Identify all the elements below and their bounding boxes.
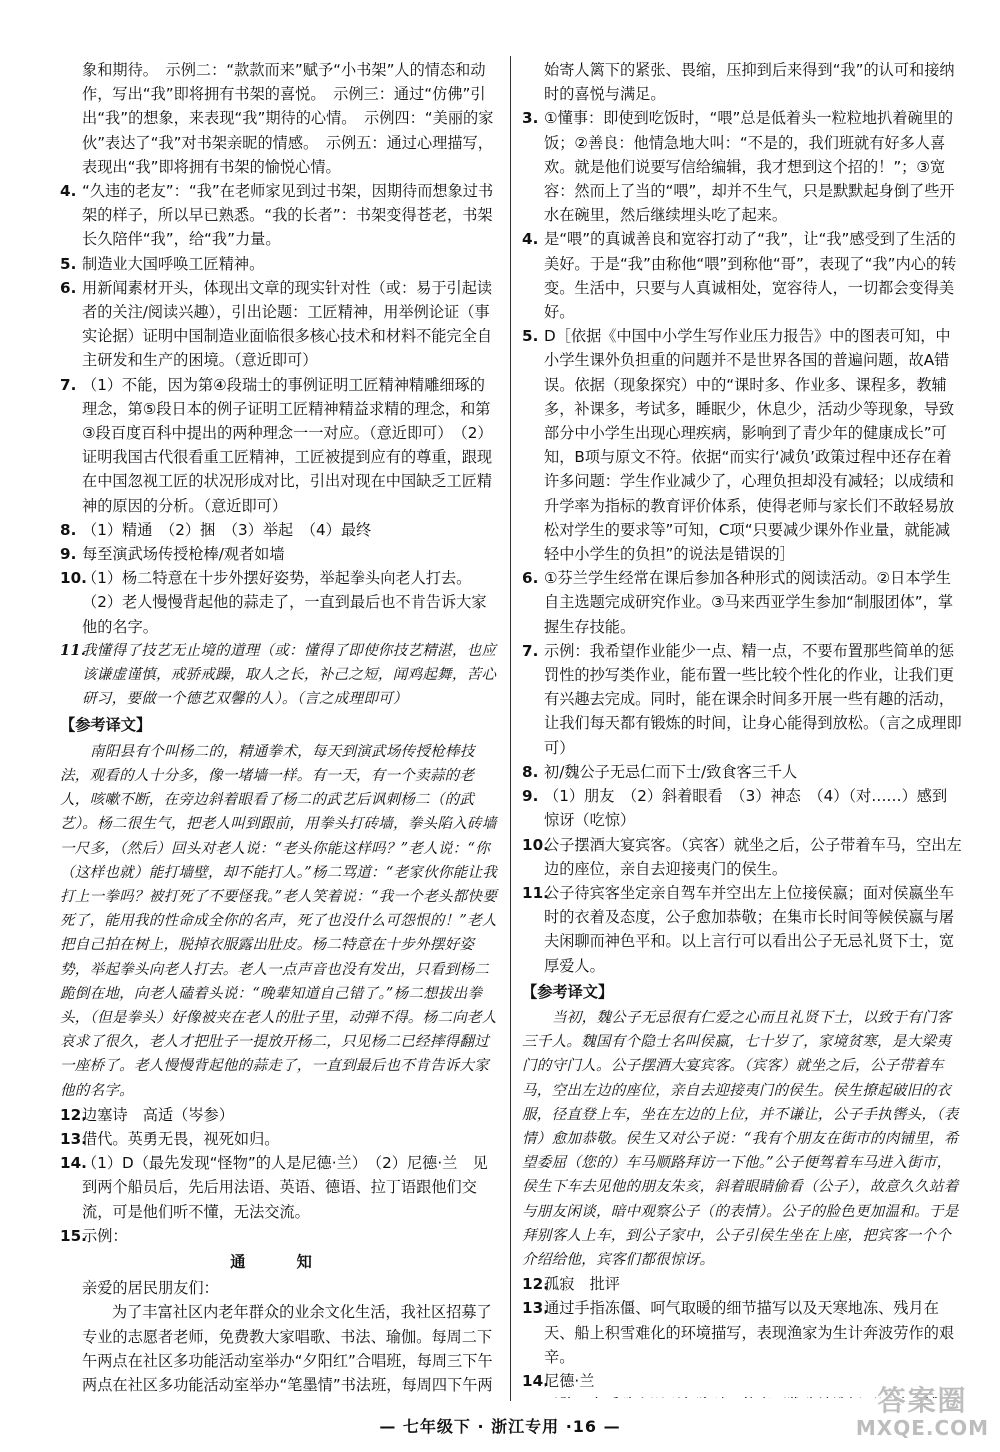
item-text: “久违的老友”：“我”在老师家见到过书架，因期待而想象过书架的样子，所以早已熟悉。“我的长者”：书架变得苍老，书架长久陪伴“我”，给“我”力量。 bbox=[82, 182, 494, 249]
answer-item bbox=[522, 324, 962, 566]
item-number: 15. bbox=[60, 1226, 87, 1245]
answer-list bbox=[60, 179, 500, 711]
answer-item bbox=[60, 542, 500, 566]
item-number: 14. bbox=[522, 1371, 549, 1390]
answer-item bbox=[522, 639, 962, 760]
item-number: 9. bbox=[60, 545, 77, 564]
item-text: 示例：我希望作业能少一点、精一点，不要布置那些简单的惩罚性的抄写类作业，能布置一些比较个性化的作业，让我们更有兴趣去完成。同时，能在课余时间多开展一些有趣的活动，让我们每天都有锻炼的时间，让身心能得到放松。（言之成理即可） bbox=[544, 641, 962, 757]
item-continuation: （2）老人慢慢背起他的蒜走了，一直到最后也不肯告诉大家他的名字。 bbox=[82, 593, 487, 636]
answer-item bbox=[60, 276, 500, 373]
item-number: 6. bbox=[522, 569, 539, 588]
item-text: （1）D（最先发现“怪物”的人是尼德·兰） （2）尼德·兰 见到两个船员后，先后用法语、英语、德语、拉丁语跟他们交流，可是他们听不懂，无法交流。 bbox=[82, 1154, 488, 1221]
reference-translation-heading: 【参考译文】 bbox=[60, 716, 152, 735]
answer-item bbox=[60, 1224, 500, 1248]
item-number: 12. bbox=[522, 1275, 549, 1294]
watermark-logo bbox=[855, 1385, 990, 1445]
answer-item bbox=[522, 1272, 962, 1296]
item-text: 用新闻素材开头，体现出文章的现实针对性（或：易于引起读者的关注/阅读兴趣），引出论题：工匠精神，用举例论证（事实论据）证明中国制造业面临很多核心技术和材料不能完全自主研发和生产的困境。（意近即可） bbox=[82, 278, 493, 370]
item-text: ①芬兰学生经常在课后参加各种形式的阅读活动。②日本学生自主选题完成研究作业。③马来西亚学生参加“制服团体”，掌握生存技能。 bbox=[544, 569, 954, 636]
item-number: 4. bbox=[60, 182, 77, 201]
notice bbox=[60, 1250, 500, 1398]
answer-item bbox=[60, 373, 500, 518]
item-text: ①懂事：即使到吃饭时，“喂”总是低着头一粒粒地扒着碗里的饭；②善良：他情急地大叫：“不是的，我们班就有好多人喜欢。就是他们说要写信给编辑，我才想到这个招的！”；③宽容：然而上了当的“喂”，却并不生气，只是默默起身倒了些开水在碗里，然后继续埋头吃了起来。 bbox=[544, 109, 955, 225]
item-number: 4. bbox=[522, 230, 539, 249]
item-text: 制造业大国呼唤工匠精神。 bbox=[82, 254, 265, 273]
continued-text: 始寄人篱下的紧张、畏缩，压抑到后来得到“我”的认可和接纳时的喜悦与满足。 bbox=[544, 61, 955, 104]
answer-item bbox=[60, 639, 500, 712]
answer-item bbox=[522, 1296, 962, 1369]
item-text: 尼德·兰 bbox=[544, 1371, 595, 1390]
answer-item bbox=[522, 566, 962, 639]
item-text: 公子摆酒大宴宾客。（宾客）就坐之后，公子带着车马，空出左边的座位，亲自去迎接夷门的侯生。 bbox=[544, 835, 962, 878]
item-number: 8. bbox=[60, 520, 77, 539]
item-text: （1）杨二特意在十步外摆好姿势，举起拳头向老人打去。 bbox=[82, 569, 472, 588]
item-text: 是“喂”的真诚善良和宽容打动了“我”，让“我”感受到了生活的美好。于是“我”由称他“喂”到称他“哥”，表现了“我”内心的转变。生活中，只要与人真诚相处，宽容待人，一切都会变得美好。 bbox=[544, 230, 957, 322]
reference-translation-text: 南阳县有个叫杨二的，精通拳术，每天到演武场传授枪棒技法，观看的人十分多，像一堵墙一样。有一天，有一个卖蒜的老人，咳嗽不断，在旁边斜着眼看了杨二的武艺后讽刺杨二（的武艺）。杨二很生气，把老人叫到跟前，用拳头打砖墙，拳头陷入砖墙一尺多，（然后）回头对老人说：“老头你能这样吗？”老人说：“你（这样也就）能打墙壁，却不能打人。”杨二骂道：“老家伙你能让我打上一拳吗？被打死了不要怪我。”老人笑着说：“我一个老头都快要死了，能用我的性命成全你的名声，死了也没什么可怨恨的！”老人把自己拍在树上，脱掉衣服露出肚皮。杨二特意在十步外摆好姿势，举起拳头向老人打去。老人一点声音也没有发出，只看到杨二跪倒在地，向老人磕着头说：“晚辈知道自己错了。”杨二想拔出拳头，（但是拳头）好像被夹在老人的肚子里，动弹不得。杨二向老人哀求了很久，老人才把肚子一提放开杨二，只见杨二已经摔得翻过一座桥了。老人慢慢背起他的蒜走了，一直到最后也不肯告诉大家他的名字。 bbox=[60, 742, 498, 1099]
left-column bbox=[60, 58, 500, 1398]
item-text: 初/魏公子无忌仁而下士/致食客三千人 bbox=[544, 762, 798, 781]
answer-item bbox=[522, 833, 962, 881]
item-number: 11. bbox=[522, 883, 549, 902]
item-number: 10. bbox=[522, 835, 549, 854]
answer-item bbox=[60, 179, 500, 252]
item-number: 14. bbox=[60, 1154, 87, 1173]
answer-item bbox=[60, 252, 500, 276]
item-number: 13. bbox=[522, 1299, 549, 1318]
answer-item bbox=[522, 106, 962, 227]
answer-item bbox=[60, 1151, 500, 1224]
item-text: 公子待宾客坐定亲自驾车并空出左上位接侯嬴；面对侯嬴坐车时的衣着及态度，公子愈加恭敬；在集市长时间等候侯嬴与屠夫闲聊而神色平和。以上言行可以看出公子无忌礼贤下士，宽厚爱人。 bbox=[544, 883, 955, 975]
answer-list-2 bbox=[522, 1272, 962, 1398]
item-text: 通过手指冻僵、呵气取暖的细节描写以及天寒地冻、残月在天、船上积雪难化的环境描写，表现渔家为生计奔波劳作的艰辛。 bbox=[544, 1299, 955, 1366]
item-number: 5. bbox=[522, 327, 539, 346]
item-number: 7. bbox=[60, 375, 77, 394]
reference-translation-text: 当初，魏公子无忌很有仁爱之心而且礼贤下士，以致于有门客三千人。魏国有个隐士名叫侯嬴，七十岁了，家境贫寒，是大梁夷门的守门人。公子摆酒大宴宾客。（宾客）就坐之后，公子带着车马，空出左边的座位，亲自去迎接夷门的侯生。侯生撩起破旧的衣服，径直登上车，坐在左边的上位，并不谦让，公子手执辔头，（表情）愈加恭敬。侯生又对公子说：“我有个朋友在街市的肉铺里，希望委屈（您的）车马顺路拜访一下他。”公子便驾着车马进入街市，侯生下车去见他的朋友朱亥，斜着眼睛偷看（公子），故意久久站着与朋友闲谈，暗中观察公子（的表情）。公子的脸色更加温和。于是拜别客人上车，到公子家中，公子引侯生坐在上座，把宾客一个个介绍给他，宾客们都很惊讶。 bbox=[522, 1008, 959, 1268]
answer-list bbox=[522, 106, 962, 977]
item-number bbox=[522, 1393, 549, 1398]
item-text: 边塞诗 高适（岑参） bbox=[82, 1105, 234, 1124]
item-number: 9. bbox=[522, 787, 539, 806]
item-number: 11. bbox=[60, 641, 86, 659]
notice-greeting: 亲爱的居民朋友们： bbox=[82, 1279, 219, 1298]
item-text: 借代。英勇无畏，视死如归。 bbox=[82, 1129, 280, 1148]
item-number: 12. bbox=[60, 1105, 87, 1124]
item-text: 示例： bbox=[82, 1226, 128, 1245]
page-footer: — 七年级下 · 浙江专用 ·16 — bbox=[379, 1417, 621, 1436]
item-text: （1）朋友 （2）斜着眼看 （3）神态 （4）（对……）感到惊讶（吃惊） bbox=[544, 787, 948, 830]
item-text: D［依据《中国中小学生写作业压力报告》中的图表可知，中小学生课外负担重的问题并不是世界各国的普遍问题，故A错误。依据（现象探究）中的“课时多、作业多、课程多，教辅多，补课多，考试多，睡眠少，休息少，活动少等现象，导致部分中小学生出现心理疾病，影响到了青少年的健康成长”可知，B项与原文不符。依据“而实行‘减负’政策过程中还存在着许多问题：学生作业减少了，心理负担却没有减轻；以成绩和升学率为指标的教育评价体系，使得老师与家长们不敢轻易放松对学生的要求等”可知，C项“只要减少课外作业量，就能减轻中小学生的负担”的说法是错误的］ bbox=[544, 327, 955, 564]
item-text: （1）精通 （2）捆 （3）举起 （4）最终 bbox=[82, 520, 372, 539]
continued-text: 象和期待。 示例二：“款款而来”赋予“小书架”人的情态和动作，写出“我”即将拥有书架的喜悦。 示例三：通过“仿佛”引出“我”的想象，来表现“我”期待的心情。 示例四：“美丽的家伙”表达了“我”对书架亲昵的情感。 示例五：通过心理描写，表现出“我”即将拥有书架的愉悦心情。 bbox=[82, 61, 494, 176]
column-divider bbox=[510, 56, 511, 1401]
answer-item bbox=[522, 881, 962, 978]
answer-item bbox=[522, 760, 962, 784]
watermark-text: 答案圈 bbox=[877, 1384, 968, 1417]
watermark-url: MXQE.COM bbox=[855, 1416, 990, 1440]
answer-item bbox=[60, 1127, 500, 1151]
item-number: 6. bbox=[60, 278, 77, 297]
item-number: 7. bbox=[522, 641, 539, 660]
answer-item bbox=[522, 227, 962, 324]
item-number: 3. bbox=[522, 109, 539, 128]
reference-translation-heading: 【参考译文】 bbox=[522, 982, 614, 1001]
notice-paragraph: 为了丰富社区内老年群众的业余文化生活，我社区招募了专业的志愿者老师，免费教大家唱歌、书法、瑜伽。每周二下午两点在社区多功能活动室举办“夕阳红”合唱班，每周三下午两点在社区多功能活动室举办“笔墨情”书法班，每周四下午两 bbox=[82, 1303, 493, 1394]
item-number: 10. bbox=[60, 569, 87, 588]
answer-item bbox=[60, 518, 500, 542]
item-text: （1）不能，因为第④段瑞士的事例证明工匠精神精雕细琢的理念，第⑤段日本的例子证明工匠精神精益求精的理念，和第③段百度百科中提出的两种理念一一对应。（意近即可） （2）证明我国古代很看重工匠精神，工匠被提到应有的尊重，跟现在中国忽视工匠的状况形成对比，引出对现在中国缺乏工匠精神的原因的分析。（意近即可） bbox=[82, 375, 493, 515]
answer-list-2 bbox=[60, 1103, 500, 1248]
item-number: 13. bbox=[60, 1129, 87, 1148]
right-column bbox=[522, 58, 962, 1398]
answer-item bbox=[60, 566, 500, 590]
answer-item bbox=[60, 1103, 500, 1127]
item-number: 5. bbox=[60, 254, 77, 273]
item-text: 每至演武场传授枪棒/观者如墙 bbox=[82, 545, 285, 564]
notice-title: 通 知 bbox=[230, 1252, 330, 1271]
item-text: 孤寂 批评 bbox=[544, 1275, 620, 1294]
answer-item bbox=[522, 784, 962, 832]
item-text: 我懂得了技艺无止境的道理（或：懂得了即使你技艺精湛，也应该谦虚谨慎，戒骄戒躁，取人之长，补己之短，闻鸡起舞，苦心研习，要做一个德艺双馨的人）。（言之成理即可） bbox=[82, 641, 497, 708]
item-number: 8. bbox=[522, 762, 539, 781]
